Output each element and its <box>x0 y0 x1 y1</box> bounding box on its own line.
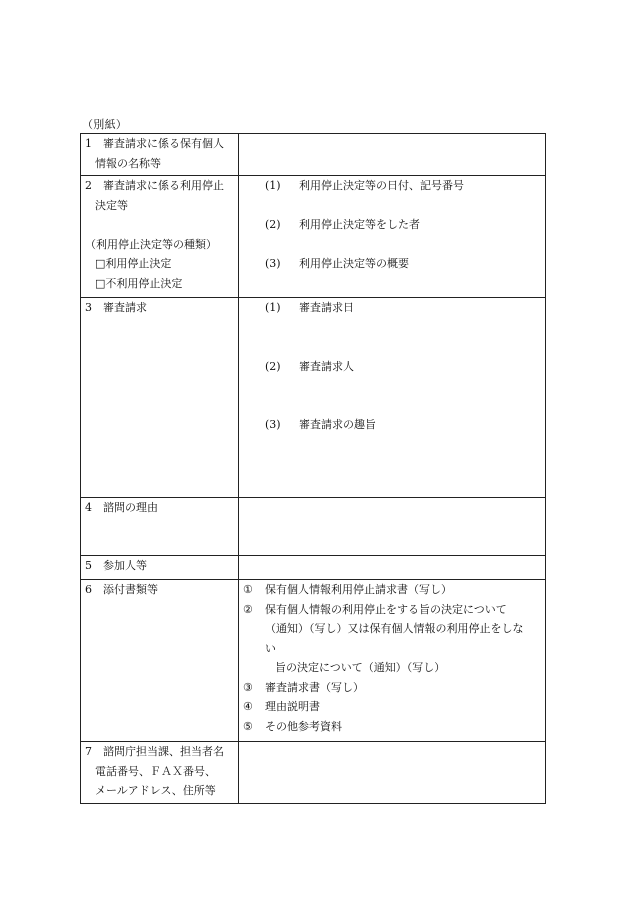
row7-label-line2: 電話番号、ＦＡＸ番号、 <box>95 764 216 778</box>
row3-item3-text: 審査請求の趣旨 <box>299 418 376 431</box>
attachment4-number: ④ <box>243 700 253 713</box>
row7-label-cell <box>81 742 239 804</box>
row1-number: 1 <box>85 137 92 150</box>
row4-label-cell <box>81 498 239 556</box>
row7-value-cell[interactable] <box>239 742 546 804</box>
row2-label-line2: 決定等 <box>95 198 128 212</box>
row3-value-cell <box>239 298 546 498</box>
attachment5-text: その他参考資料 <box>265 719 342 733</box>
attachment1-text: 保有個人情報利用停止請求書（写し） <box>265 583 452 596</box>
attachment2-number: ② <box>243 602 253 616</box>
row1-value-cell[interactable] <box>239 134 546 176</box>
row7-label-line1: 諮問庁担当課、担当者名 <box>103 745 224 758</box>
attachment2-line4: 旨の決定について（通知）（写し） <box>275 661 446 674</box>
row2-item2-text: 利用停止決定等をした者 <box>299 218 420 231</box>
row3-item1-text: 審査請求日 <box>299 301 354 314</box>
row2-value-cell <box>239 176 546 298</box>
row-referral-reason <box>81 498 546 556</box>
row2-item1-text: 利用停止決定等の日付、記号番号 <box>299 179 464 192</box>
row3-item1-number: (1) <box>265 301 281 314</box>
row3-item2-text: 審査請求人 <box>299 359 354 373</box>
row3-item2-number: (2) <box>265 359 281 373</box>
row5-label: 参加人等 <box>103 559 147 572</box>
decision-kind-title: （利用停止決定等の種類） <box>85 237 217 251</box>
referral-form-table <box>80 133 546 804</box>
row6-number: 6 <box>85 583 92 596</box>
row-review-request <box>81 298 546 498</box>
row3-item3-number: (3) <box>265 418 281 431</box>
row3-label-cell <box>81 298 239 498</box>
option-non-suspension-decision[interactable]: □不利用停止決定 <box>95 276 183 290</box>
row4-number: 4 <box>85 501 92 514</box>
row5-value-cell[interactable] <box>239 556 546 580</box>
attachment2-line2: （通知）（写し）又は保有個人情報の利用停止をしな <box>265 622 524 635</box>
row3-label: 審査請求 <box>103 301 147 314</box>
attachment3-text: 審査請求書（写し） <box>265 680 364 694</box>
row4-value-cell[interactable] <box>239 498 546 556</box>
row4-label: 諮問の理由 <box>103 501 158 514</box>
row5-number: 5 <box>85 559 92 572</box>
row-suspension-decision <box>81 176 546 298</box>
row6-value-cell <box>239 580 546 742</box>
attachment-caption: （別紙） <box>82 118 128 131</box>
row1-label-cell <box>81 134 239 176</box>
row2-number: 2 <box>85 179 92 192</box>
attachment5-number: ⑤ <box>243 719 253 733</box>
row2-label-line1: 審査請求に係る利用停止 <box>103 179 224 192</box>
row-participants <box>81 556 546 580</box>
row1-label-line2: 情報の名称等 <box>95 156 161 170</box>
row5-label-cell <box>81 556 239 580</box>
row2-item3-number: (3) <box>265 257 281 270</box>
attachment2-line1: 保有個人情報の利用停止をする旨の決定について <box>265 602 507 616</box>
option-suspension-decision[interactable]: □利用停止決定 <box>95 257 172 270</box>
row6-label: 添付書類等 <box>103 583 158 596</box>
row3-number: 3 <box>85 301 92 314</box>
row2-label-cell <box>81 176 239 298</box>
row7-label-line3: メールアドレス、住所等 <box>95 784 216 797</box>
row6-label-cell <box>81 580 239 742</box>
row-contact-info <box>81 742 546 804</box>
row2-item3-text: 利用停止決定等の概要 <box>299 257 409 270</box>
row7-number: 7 <box>85 745 92 758</box>
row1-label-line1: 審査請求に係る保有個人 <box>103 137 224 150</box>
row-attachments <box>81 580 546 742</box>
attachment1-number: ① <box>243 583 253 596</box>
row2-item2-number: (2) <box>265 218 281 231</box>
row2-item1-number: (1) <box>265 179 281 192</box>
attachment4-text: 理由説明書 <box>265 700 320 713</box>
attachment3-number: ③ <box>243 680 253 694</box>
row-personal-info-name <box>81 134 546 176</box>
attachment2-line3: い <box>265 641 276 655</box>
